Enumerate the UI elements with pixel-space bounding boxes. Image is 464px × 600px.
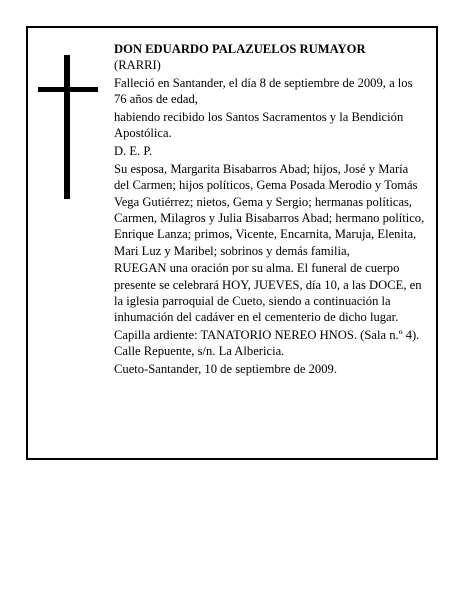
deceased-name: DON EDUARDO PALAZUELOS RUMAYOR <box>114 42 366 56</box>
deceased-nickname: (RARRI) <box>114 58 161 73</box>
cross-horizontal-bar <box>38 87 98 92</box>
latin-cross-icon <box>38 55 98 199</box>
family-list: Su esposa, Margarita Bisabarros Abad; hijos, José y María del Carmen; hijos políticos, Gema Posada Merodio y Tomás Vega Gutiérrez; nietos, Gema y Sergio; hermanas políticas, Carmen, Milagros y Julia Bisabarros Abad; hermano político, Enrique Lanza; primos, Vicente, Encarnita, Maruja, Elenita, Mari Luz y Maribel; sobrinos y demás familia, <box>114 162 425 258</box>
cross-vertical-bar <box>64 55 70 199</box>
obituary-text <box>114 41 426 379</box>
obituary-notice <box>26 26 438 460</box>
rip-line: D. E. P. <box>114 144 153 159</box>
sacraments-line: habiendo recibido los Santos Sacramentos y la Bendición Apostólica. <box>114 110 404 141</box>
funeral-details: RUEGAN una oración por su alma. El funeral de cuerpo presente se celebrará HOY, JUEVES, día 10, a las DOCE, en la iglesia parroquial de Cueto, siendo a continuación la inhumación del cadáver en el cementerio de dicho lugar. <box>114 261 422 325</box>
chapel-details: Capilla ardiente: TANATORIO NEREO HNOS. (Sala n.º 4). Calle Repuente, s/n. La Albericia. <box>114 328 420 359</box>
place-date-line: Cueto-Santander, 10 de septiembre de 2009. <box>114 362 337 377</box>
death-announcement: Falleció en Santander, el día 8 de septiembre de 2009, a los 76 años de edad, <box>114 76 413 107</box>
